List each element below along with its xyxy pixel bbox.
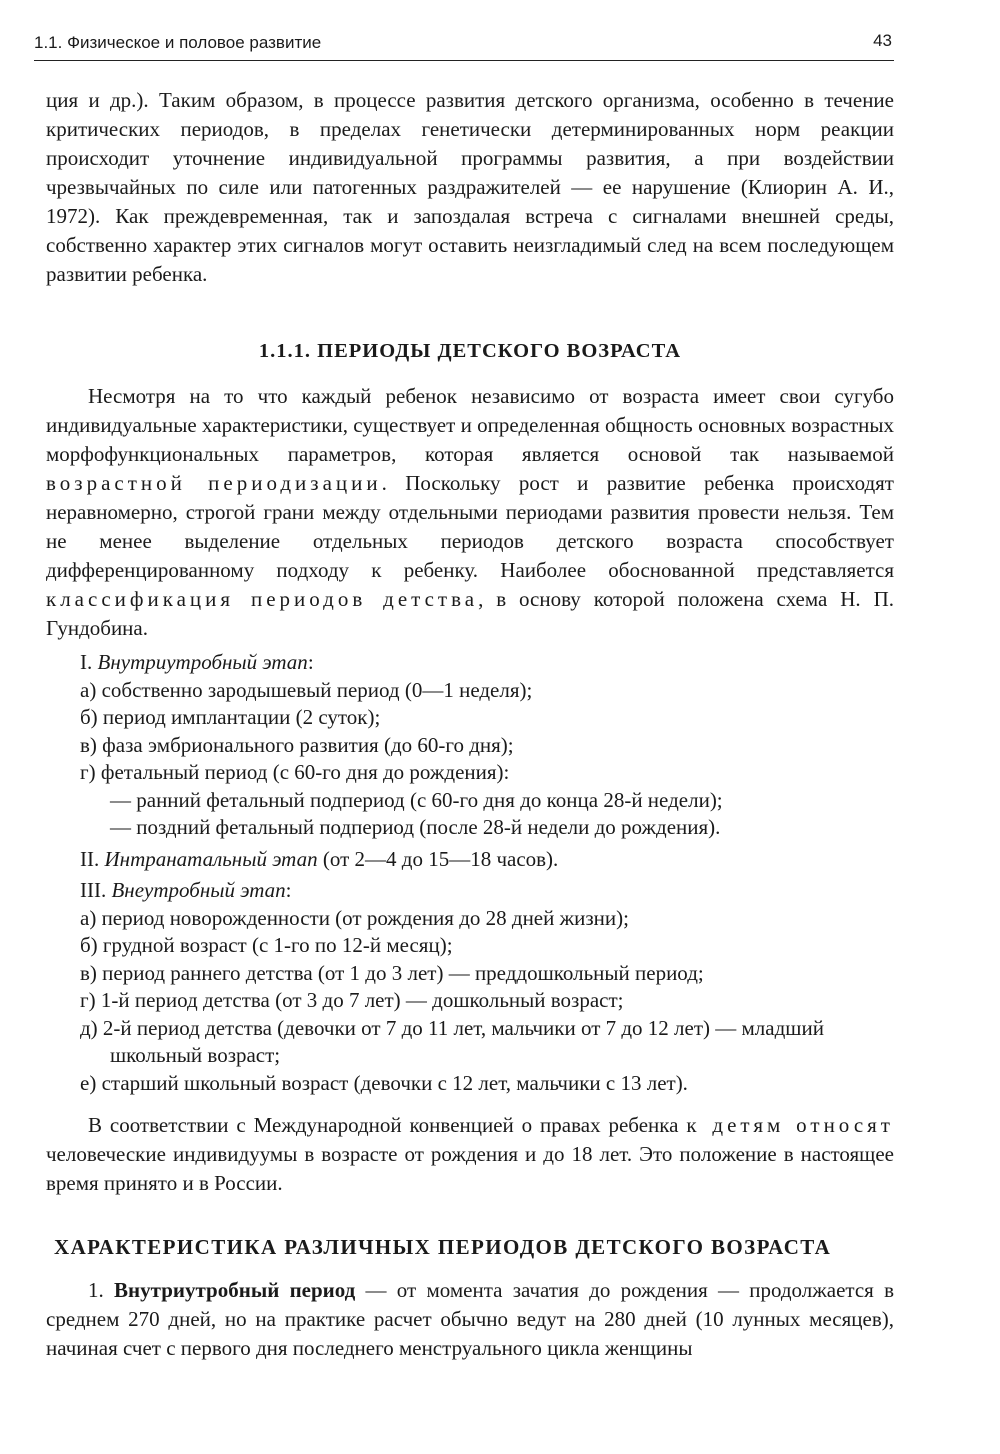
page-body bbox=[46, 86, 894, 1363]
list-item: д) 2-й период детства (девочки от 7 до 11 лет, мальчики от 7 до 12 лет) — младший школьный возраст; bbox=[80, 1015, 824, 1067]
final-paragraph-number: 1. bbox=[88, 1278, 115, 1302]
stage-1-number: I. bbox=[80, 650, 98, 674]
stage-3-title: Внеутробный этап bbox=[111, 878, 286, 902]
section-paragraph-part3: , в основу которой положена схема Н. П. Гундобина. bbox=[46, 587, 894, 640]
section-paragraph bbox=[46, 382, 894, 643]
list-item: в) фаза эмбрионального развития (до 60-го дня); bbox=[80, 732, 514, 757]
periods-list bbox=[46, 649, 894, 1097]
section-paragraph-part2: . Поскольку рост и развитие ребенка происходят неравномерно, строгой грани между отдельными периодами развития провести нельзя. Тем не менее выделение отдельных периодов детского возраста способствует дифференцированному подходу к ребенку. Наиболее обоснованной представляется bbox=[46, 471, 894, 582]
list-item: е) старший школьный возраст (девочки с 12 лет, мальчики с 13 лет). bbox=[80, 1070, 688, 1095]
stage-3-tail: : bbox=[285, 878, 292, 902]
section-paragraph-part1: Несмотря на то что каждый ребенок независимо от возраста имеет свои сугубо индивидуальные характеристики, существует и определенная общность основных возрастных морфофункциональных параметров, которая является основой так называемой bbox=[46, 384, 894, 466]
final-paragraph-term: Внутриутробный период bbox=[114, 1278, 356, 1302]
list-subitem: — поздний фетальный подпериод (после 28-й недели до рождения). bbox=[110, 815, 721, 839]
page-number: 43 bbox=[873, 31, 892, 50]
list-item: г) фетальный период (с 60-го дня до рождения): bbox=[80, 760, 510, 784]
section-heading: 1.1.1. ПЕРИОДЫ ДЕТСКОГО ВОЗРАСТА bbox=[258, 340, 682, 362]
stage-1 bbox=[80, 649, 894, 677]
list-item: а) собственно зародышевый период (0—1 неделя); bbox=[80, 677, 533, 702]
spaced-term-periodization: возрастной периодизации bbox=[46, 471, 382, 495]
convention-part1: В соответствии с Международной конвенцией о правах ребенка bbox=[88, 1113, 687, 1137]
intro-paragraph: ция и др.). Таким образом, в процессе развития детского организма, особенно в течение критических периодов, в пределах генетически детерминированных норм реакции происходит уточнение индивидуальной программы развития, а при воздействии чрезвычайных по силе или патогенных раздражителей — ее нарушение (Клиорин А. И., 1972). Как преждевременная, так и запоздалая встреча с сигналами внешней среды, собственно характер этих сигналов могут оставить неизгладимый след на всем последующем развитии ребенка. bbox=[46, 88, 894, 286]
final-paragraph bbox=[46, 1276, 894, 1363]
stage-2-title: Интранатальный этап bbox=[104, 846, 318, 871]
list-item: г) 1-й период детства (от 3 до 7 лет) — дошкольный возраст; bbox=[80, 988, 624, 1012]
list-item: а) период новорожденности (от рождения до 28 дней жизни); bbox=[80, 905, 629, 930]
running-header bbox=[34, 30, 894, 61]
stage-1-title: Внутриутробный этап bbox=[97, 650, 308, 674]
stage-3 bbox=[80, 877, 894, 905]
chapter-title: 1.1. Физическое и половое развитие bbox=[34, 33, 322, 52]
spaced-term-children: к детям относят bbox=[686, 1113, 894, 1137]
stage-1-tail: : bbox=[307, 650, 314, 674]
stage-2 bbox=[80, 846, 894, 874]
subsection-heading: ХАРАКТЕРИСТИКА РАЗЛИЧНЫХ ПЕРИОДОВ ДЕТСКОГО ВОЗРАСТА bbox=[54, 1235, 832, 1259]
stage-3-number: III. bbox=[80, 878, 112, 902]
spaced-term-classification: классификация периодов детства bbox=[46, 587, 479, 611]
stage-2-number: II. bbox=[80, 846, 105, 871]
list-item: б) грудной возраст (с 1-го по 12-й месяц); bbox=[80, 933, 453, 957]
stage-2-tail: (от 2—4 до 15—18 часов). bbox=[317, 846, 559, 871]
convention-paragraph bbox=[46, 1111, 894, 1198]
final-paragraph-rest: — от момента зачатия до рождения — продолжается в среднем 270 дней, но на практике расчет обычно ведут на 280 дней (10 лунных месяцев), начиная счет с первого дня последнего менструального цикла женщины bbox=[46, 1278, 894, 1360]
list-item: в) период раннего детства (от 1 до 3 лет) — преддошкольный период; bbox=[80, 960, 704, 985]
list-subitem: — ранний фетальный подпериод (с 60-го дня до конца 28-й недели); bbox=[110, 787, 723, 812]
convention-part2: человеческие индивидуумы в возрасте от рождения и до 18 лет. Это положение в настоящее время принято и в России. bbox=[46, 1142, 894, 1195]
list-item: б) период имплантации (2 суток); bbox=[80, 705, 381, 729]
